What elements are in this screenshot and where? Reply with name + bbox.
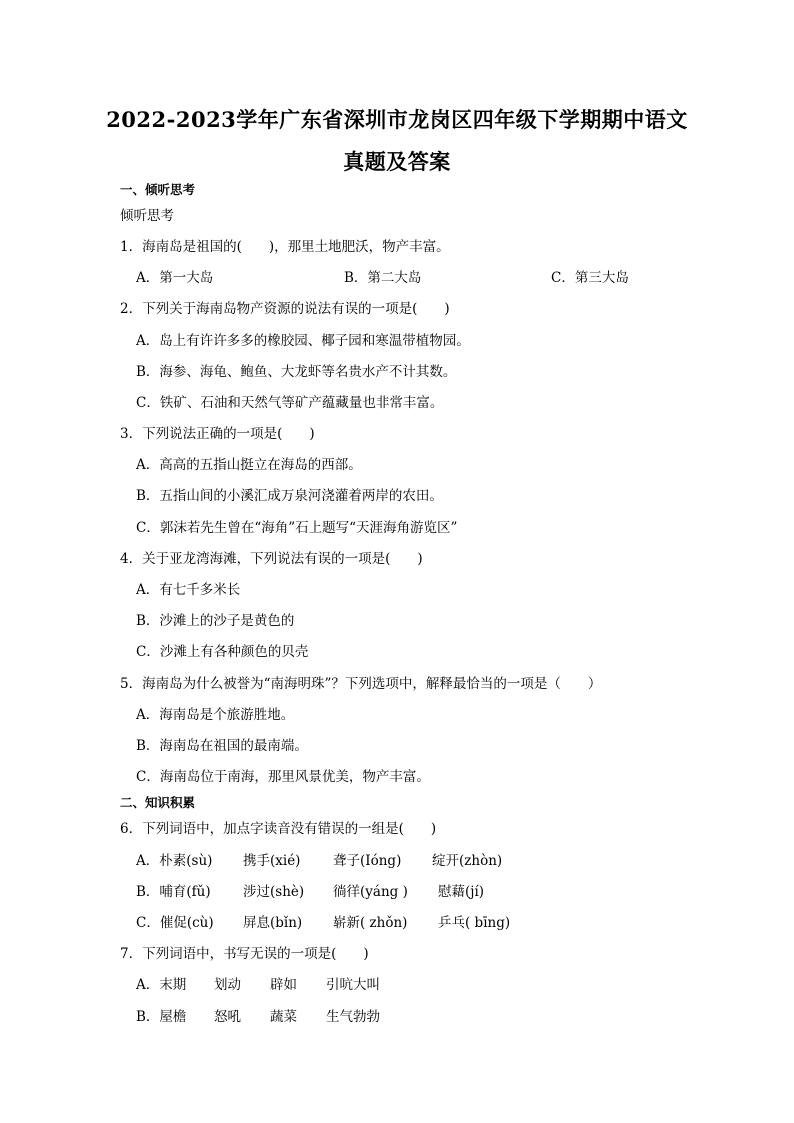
- question-4-stem: 4．关于亚龙湾海滩，下列说法有误的一项是( ): [120, 551, 423, 567]
- question-4-option-c: C．沙滩上有各种颜色的贝壳: [136, 644, 309, 660]
- word-item: C．催促(cù): [136, 915, 214, 931]
- word-item: 涉过(shè): [243, 884, 305, 900]
- document-title: 2022-2023学年广东省深圳市龙岗区四年级下学期期中语文: [106, 107, 688, 132]
- question-5-option-c: C．海南岛位于南海，那里风景优美，物产丰富。: [136, 769, 430, 785]
- question-5-option-a: A．海南岛是个旅游胜地。: [136, 707, 295, 723]
- word-item: 绽开(zhòn): [432, 853, 503, 869]
- question-5-option-b: B．海南岛在祖国的最南端。: [136, 738, 308, 754]
- question-3-option-c: C．郭沫若先生曾在“海角”石上题写“天涯海角游览区”: [136, 520, 458, 536]
- question-7-stem: 7．下列词语中，书写无误的一项是( ): [120, 946, 369, 962]
- word-item: 生气勃勃: [326, 1009, 380, 1025]
- question-4-option-b: B．沙滩上的沙子是黄色的: [136, 613, 295, 629]
- question-6-stem: 6．下列词语中，加点字读音没有错误的一组是( ): [120, 821, 437, 837]
- section-heading-listening: 一、倾听思考: [120, 182, 196, 197]
- document-title-continued: 真题及答案: [343, 149, 451, 174]
- word-item: 聋子(Ióng): [333, 853, 402, 869]
- question-2-option-c: C．铁矿、石油和天然气等矿产蕴藏量也非常丰富。: [136, 395, 444, 411]
- question-1-option-c: C．第三大岛: [551, 270, 629, 286]
- question-1-stem: 1．海南岛是祖国的( )，那里土地肥沃，物产丰富。: [120, 239, 450, 255]
- question-2-option-b: B．海参、海龟、鲍鱼、大龙虾等名贵水产不计其数。: [136, 364, 457, 380]
- word-item: 辟如: [270, 977, 297, 993]
- word-item: 慰藉(jí): [438, 884, 485, 900]
- question-2-option-a: A．岛上有许许多多的橡胶园、椰子园和寒温带植物园。: [136, 333, 470, 349]
- question-5-stem: 5．海南岛为什么被誉为“南海明珠”？下列选项中，解释最恰当的一项是（ ）: [120, 676, 602, 692]
- word-item: 乒乓( bīng): [438, 915, 511, 931]
- word-item: 蔬菜: [270, 1009, 297, 1025]
- question-1-option-b: B．第二大岛: [344, 270, 422, 286]
- word-item: 崭新( zhǒn): [333, 915, 408, 931]
- question-1-option-a: A．第一大岛: [136, 270, 214, 286]
- word-item: B．哺育(fǔ): [136, 884, 211, 900]
- word-item: A．朴素(sù): [136, 853, 213, 869]
- word-item: A．末期: [136, 977, 187, 993]
- section-subheading-listening: 倾听思考: [120, 208, 174, 224]
- word-item: 携手(xié): [243, 853, 301, 869]
- word-item: 屏息(bǐn): [243, 915, 303, 931]
- question-4-option-a: A．有七千多米长: [136, 582, 241, 598]
- word-item: 怒吼: [214, 1009, 241, 1025]
- word-item: B．屋檐: [136, 1009, 187, 1025]
- question-3-stem: 3．下列说法正确的一项是( ): [120, 426, 315, 442]
- section-heading-knowledge: 二、知识积累: [120, 795, 196, 810]
- word-item: 划动: [214, 977, 241, 993]
- question-2-stem: 2．下列关于海南岛物产资源的说法有误的一项是( ): [120, 301, 450, 317]
- question-3-option-b: B．五指山间的小溪汇成万泉河浇灌着两岸的农田。: [136, 488, 443, 504]
- question-3-option-a: A．高高的五指山挺立在海岛的西部。: [136, 457, 362, 473]
- word-item: 徜徉(yáng ): [333, 884, 408, 900]
- word-item: 引吭大叫: [326, 977, 380, 993]
